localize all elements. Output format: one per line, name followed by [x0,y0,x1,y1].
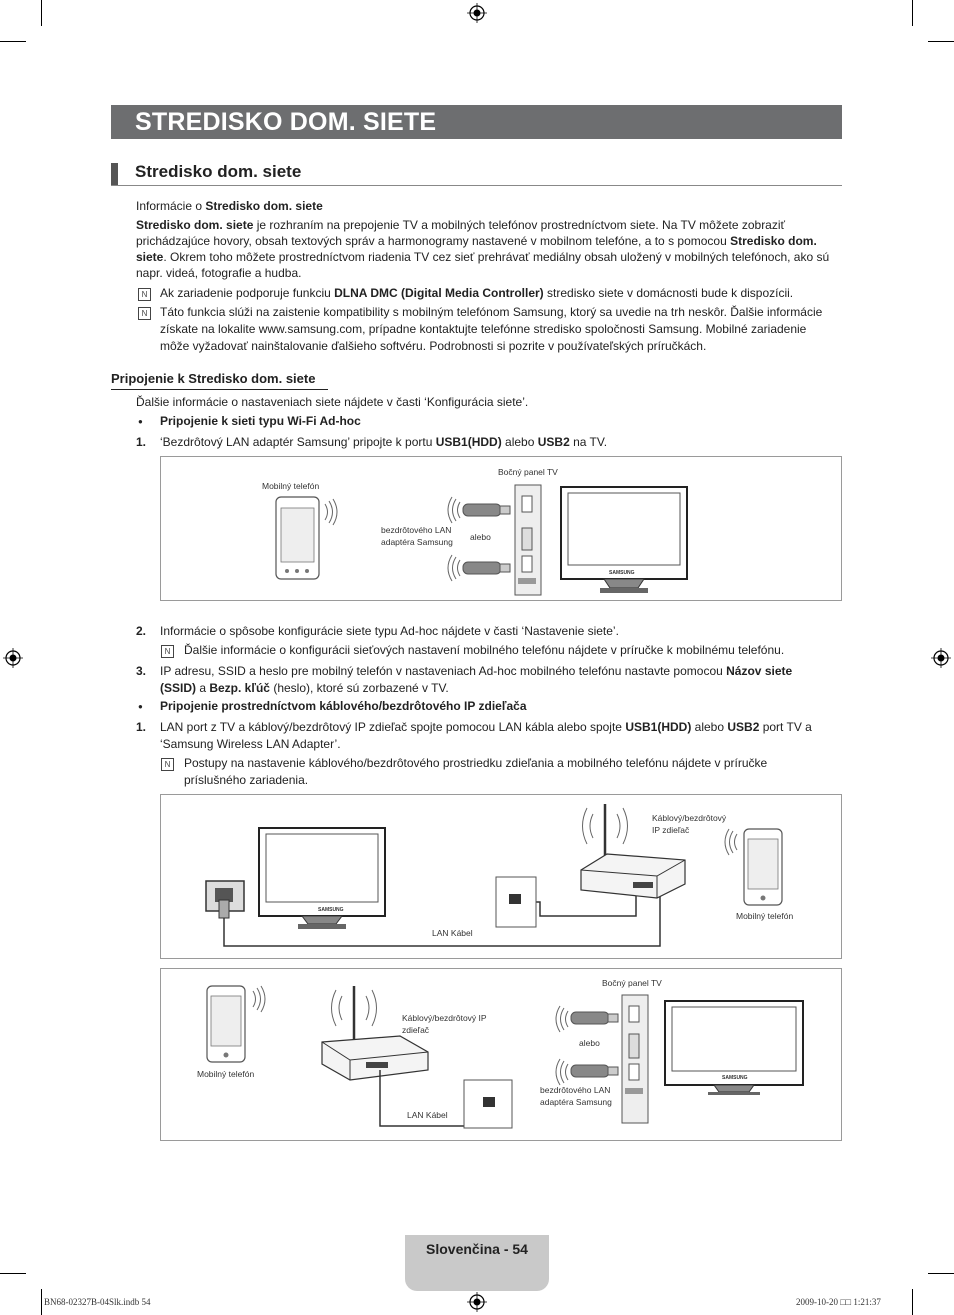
section-title: Stredisko dom. siete [135,162,302,181]
tv-side-panel-icon [621,994,649,1124]
diagram-label: Káblový/bezdrôtový [652,813,727,823]
step-number: 1. [136,720,147,734]
note-text: Ak zariadenie podporuje funkciu DLNA DMC (Digital Media Controller) stredisko siete v domácnosti bude k dispozícii. [160,286,794,300]
diagram-label: adaptéra Samsung [540,1097,612,1107]
step-text: IP adresu, SSID a heslo pre mobilný telefón v nastaveniach Ad-hoc mobilného telefónu nastavte pomocou Názov siete [160,664,793,678]
brand-label: SAMSUNG [318,907,344,913]
diagram-label: Mobilný telefón [197,1069,255,1079]
diagram-label: LAN Kábel [432,928,473,938]
step-text: LAN port z TV a káblový/bezdrôtový IP zdieľač spojte pomocou LAN kábla alebo spojte USB1(HDD) alebo USB2 port TV a [160,720,812,734]
intro-line: napr. videá, fotografie a hudba. [136,266,302,280]
step-number: 2. [136,624,147,638]
intro-line: siete. Okrem toho môžete prostredníctvom riadenia TV cez sieť prehrávať mediálny obsah uložený v mobilných telefónoch, ako sú [136,250,830,264]
step-text: ‘Samsung Wireless LAN Adapter’. [160,737,341,751]
info-line: Informácie o Stredisko dom. siete [136,199,323,213]
note-text: Postupy na nastavenie káblového/bezdrôtového prostriedku zdieľania a mobilného telefónu nájdete v príručke [184,756,768,770]
note-icon: N [161,645,174,658]
usb-adapter-icon [570,1063,620,1079]
brand-label: SAMSUNG [609,570,635,576]
intro-line: prichádzajúce hovory, obsah textových správ a harmonogramy nastavené v mobilnom telefóne, a to s pomocou Stredisko dom. [136,234,817,248]
intro-line: Stredisko dom. siete je rozhraním na prepojenie TV a mobilných telefónov prostredníctvom siete. Na TV môžete zobraziť [136,218,786,232]
note-text: môže vyžadovať nainštalovanie ďalšieho softvéru. Podrobnosti si pozrite v používateľských príručkách. [160,339,707,353]
diagram-label: LAN Kábel [407,1110,448,1120]
print-info: BN68-02327B-04Slk.indb 54 [44,1297,151,1307]
bullet-heading: Pripojenie prostredníctvom káblového/bezdrôtového IP zdieľača [160,699,527,713]
bullet-heading: Pripojenie k sieti typu Wi-Fi Ad-hoc [160,414,361,428]
wifi-waves-icon [553,1005,571,1033]
step-text: Informácie o spôsobe konfigurácie siete typu Ad-hoc nájdete v časti ‘Nastavenie siete’. [160,624,619,638]
diagram-label: alebo [579,1038,600,1048]
step-text: ‘Bezdrôtový LAN adaptér Samsung’ pripojte k portu USB1(HDD) alebo USB2 na TV. [160,435,608,449]
step-number: 3. [136,664,147,678]
note-text: získate na lokalite www.samsung.com, prípadne kontaktujte telefónne stredisko spoločnosti Samsung. Mobilné zariadenie [160,322,807,336]
bullet-icon: ● [138,417,143,426]
page-number: Slovenčina - 54 [426,1241,528,1257]
page-title: STREDISKO DOM. SIETE [135,108,437,136]
diagram-label: Mobilný telefón [262,481,320,491]
diagram-label: adaptéra Samsung [381,537,453,547]
bullet-icon: ● [138,702,143,711]
note-icon: N [138,307,151,320]
wifi-waves-icon [553,1058,571,1086]
diagram-label: Mobilný telefón [736,911,794,921]
note-text: Táto funkcia slúži na zaistenie kompatibility s mobilným telefónom Samsung, ktorý sa uvedie na trh neskôr. Ďalšie informácie [160,305,823,319]
note-icon: N [161,758,174,771]
diagram-label: Bočný panel TV [498,467,558,477]
note-text: príslušného zariadenia. [184,773,309,787]
step-number: 1. [136,435,147,449]
diagram-label: bezdrôtového LAN [381,525,452,535]
brand-label: SAMSUNG [722,1075,748,1081]
note-icon: N [138,288,151,301]
diagram-label: alebo [470,532,491,542]
step-text: (SSID) a Bezp. kľúč (heslo), ktoré sú zorbazené v TV. [160,681,449,695]
wall-socket-icon [463,1079,513,1129]
diagram-label: IP zdieľač [652,825,690,835]
page-footer [405,1235,549,1291]
diagram-label: zdieľač [402,1025,430,1035]
sub-intro: Ďalšie informácie o nastaveniach siete nájdete v časti ‘Konfigurácia siete’. [136,395,529,409]
diagram-label: Bočný panel TV [602,978,662,988]
note-text: Ďalšie informácie o konfigurácii sieťových nastavení mobilného telefónu nájdete v príručke k mobilnému telefónu. [184,643,785,657]
usb-adapter-icon [570,1010,620,1026]
subsection-title: Pripojenie k Stredisko dom. siete [111,371,316,386]
diagram-label: bezdrôtového LAN [540,1085,611,1095]
print-timestamp: 2009-10-20 □□ 1:21:37 [796,1297,881,1307]
diagram-label: Káblový/bezdrôtový IP [402,1013,487,1023]
